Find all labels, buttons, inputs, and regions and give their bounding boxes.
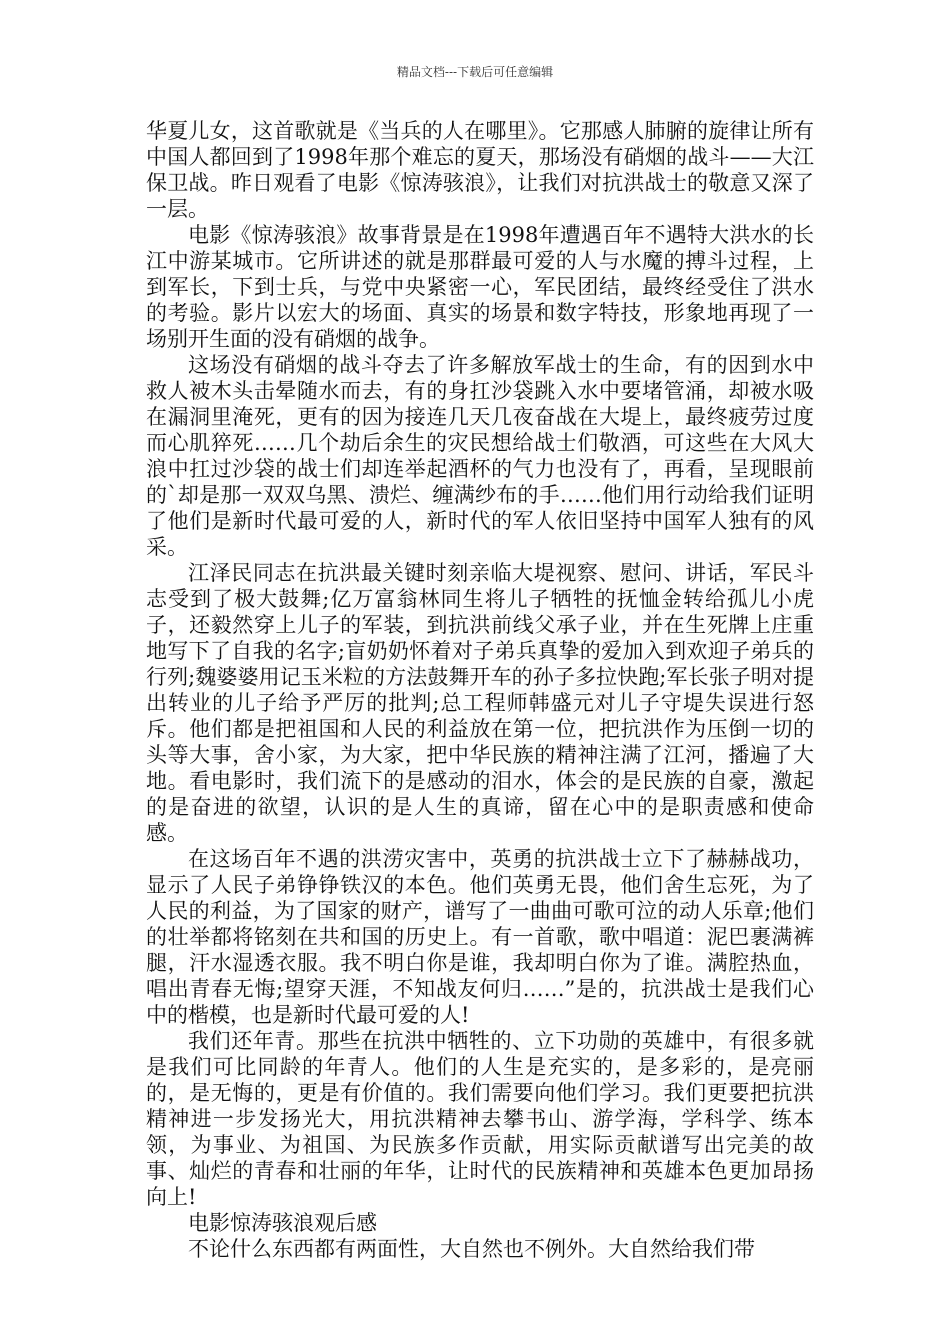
paragraph-4: 江泽民同志在抗洪最关键时刻亲临大堤视察、慰问、讲话，军民斗志受到了极大鼓舞;亿万富翁林同生将儿子牺牲的抚恤金转给孤儿小虎子，还毅然穿上儿子的军装，到抗洪前线父承子业，并在生死牌上庄重地写下了自我的名字;盲奶奶怀着对子弟兵真挚的爱加入到欢迎子弟兵的行列;魏婆婆用记玉米粒的方法鼓舞开车的孙子多拉快跑;军长张子明对提出转业的儿子给予严厉的批判;总工程师韩盛元对儿子守堤失误进行怒斥。他们都是把祖国和人民的利益放在第一位，把抗洪作为压倒一切的头等大事，舍小家，为大家，把中华民族的精神注满了江河，播遍了大地。看电影时，我们流下的是感动的泪水，体会的是民族的自豪，激起的是奋进的欲望，认识的是人生的真谛，留在心中的是职责感和使命感。 xyxy=(146,561,814,845)
paragraph-6: 我们还年青。那些在抗洪中牺牲的、立下功勋的英雄中，有很多就是我们可比同龄的年青人。他们的人生是充实的，是多彩的，是亮丽的，是无悔的，更是有价值的。我们需要向他们学习。我们更要把抗洪精神进一步发扬光大，用抗洪精神去攀书山、游学海，学科学、练本领，为事业、为祖国、为民族多作贡献，用实际贡献谱写出完美的故事、灿烂的青春和壮丽的年华，让时代的民族精神和英雄本色更加昂扬向上! xyxy=(146,1029,814,1209)
paragraph-3: 这场没有硝烟的战斗夺去了许多解放军战士的生命，有的因到水中救人被木头击晕随水而去，有的身扛沙袋跳入水中要堵管涌，却被水吸在漏洞里淹死，更有的因为接连几天几夜奋战在大堤上，最终疲劳过度而心肌猝死……几个劫后余生的灾民想给战士们敬酒，可这些在大风大浪中扛过沙袋的战士们却连举起酒杯的气力也没有了，再看，呈现眼前的`却是那一双双乌黑、溃烂、缠满纱布的手……他们用行动给我们证明了他们是新时代最可爱的人，新时代的军人依旧坚持中国军人独有的风采。 xyxy=(146,353,814,559)
paragraph-2: 电影《惊涛骇浪》故事背景是在1998年遭遇百年不遇特大洪水的长江中游某城市。它所讲述的就是那群最可爱的人与水魔的搏斗过程，上到军长，下到士兵，与党中央紧密一心，军民团结，最终经受住了洪水的考验。影片以宏大的场面、真实的场景和数字特技，形象地再现了一场别开生面的没有硝烟的战争。 xyxy=(146,223,814,351)
paragraph-5: 在这场百年不遇的洪涝灾害中，英勇的抗洪战士立下了赫赫战功，显示了人民子弟铮铮铁汉的本色。他们英勇无畏，他们舍生忘死，为了人民的利益，为了国家的财产，谱写了一曲曲可歌可泣的动人乐章;他们的壮举都将铭刻在共和国的历史上。有一首歌，歌中唱道：泥巴裹满裤腿，汗水湿透衣服。我不明白你是谁，我却明白你为了谁。满腔热血，唱出青春无悔;望穿天涯，不知战友何归……”是的，抗洪战士是我们心中的楷模，也是新时代最可爱的人! xyxy=(146,847,814,1027)
section-heading: 电影惊涛骇浪观后感 xyxy=(188,1211,377,1235)
article-body xyxy=(146,118,814,1262)
paragraph-7: 不论什么东西都有两面性，大自然也不例外。大自然给我们带 xyxy=(188,1237,755,1261)
page-header: 精品文档---下载后可任意编辑 xyxy=(396,65,554,79)
paragraph-1: 华夏儿女，这首歌就是《当兵的人在哪里》。它那感人肺腑的旋律让所有中国人都回到了1998年那个难忘的夏天，那场没有硝烟的战斗——大江保卫战。昨日观看了电影《惊涛骇浪》，让我们对抗洪战士的敬意又深了一层。 xyxy=(146,119,814,221)
